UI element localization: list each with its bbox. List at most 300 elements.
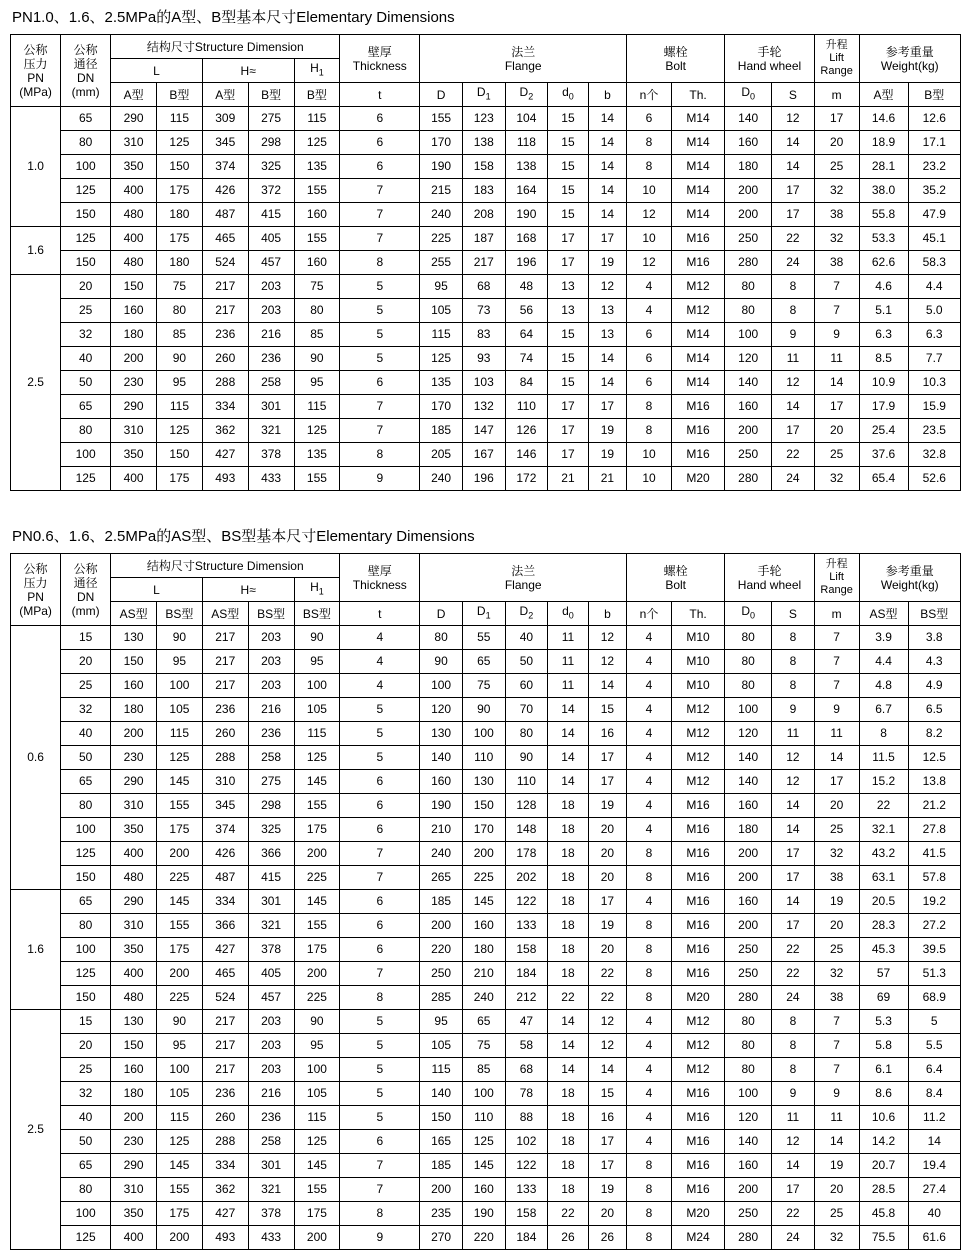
cell-bolt-thread: M16: [671, 1082, 724, 1106]
cell-weight-A: 57: [859, 962, 908, 986]
cell-thickness: 7: [340, 1154, 420, 1178]
cell-H-B: 216: [248, 1082, 294, 1106]
cell-L-A: 480: [111, 986, 157, 1010]
cell-flange-D2: 74: [505, 347, 548, 371]
cell-flange-d0: 18: [548, 1082, 589, 1106]
cell-flange-d0: 13: [548, 275, 589, 299]
cell-L-A: 290: [111, 770, 157, 794]
cell-flange-D1: 170: [462, 818, 505, 842]
header-dn: 公称 通径 DN (mm): [61, 554, 111, 626]
cell-weight-B: 40: [908, 1202, 960, 1226]
cell-flange-D: 200: [420, 914, 463, 938]
cell-H-B: 325: [248, 155, 294, 179]
cell-dn: 100: [61, 938, 111, 962]
cell-lift: 38: [814, 986, 859, 1010]
cell-bolt-thread: M16: [671, 1178, 724, 1202]
cell-flange-D1: 160: [462, 1178, 505, 1202]
cell-L-A: 350: [111, 155, 157, 179]
cell-bolt-n: 4: [627, 1010, 672, 1034]
cell-weight-B: 68.9: [908, 986, 960, 1010]
cell-bolt-n: 8: [627, 1202, 672, 1226]
table-row: [11, 179, 961, 203]
cell-flange-d0: 18: [548, 1154, 589, 1178]
cell-flange-D1: 100: [462, 722, 505, 746]
cell-flange-d0: 15: [548, 371, 589, 395]
cell-bolt-n: 8: [627, 131, 672, 155]
cell-L-A: 150: [111, 650, 157, 674]
cell-weight-B: 41.5: [908, 842, 960, 866]
cell-H-A: 288: [202, 1130, 248, 1154]
cell-thickness: 5: [340, 1034, 420, 1058]
header-H-typeA: A型: [202, 83, 248, 107]
header-flange: 法兰 Flange: [420, 554, 627, 602]
cell-flange-d0: 18: [548, 938, 589, 962]
cell-H-A: 217: [202, 299, 248, 323]
header-row-1: [11, 35, 961, 59]
cell-weight-A: 5.8: [859, 1034, 908, 1058]
header-bolt-thread: Th.: [671, 602, 724, 626]
cell-H-B: 258: [248, 1130, 294, 1154]
cell-flange-D: 95: [420, 1010, 463, 1034]
cell-handwheel-S: 9: [772, 698, 815, 722]
header-weight: 参考重量 Weight(kg): [859, 554, 960, 602]
cell-H-A: 374: [202, 818, 248, 842]
cell-thickness: 6: [340, 914, 420, 938]
cell-thickness: 5: [340, 275, 420, 299]
cell-flange-d0: 11: [548, 626, 589, 650]
cell-bolt-thread: M16: [671, 227, 724, 251]
cell-L-A: 400: [111, 1226, 157, 1250]
cell-flange-b: 14: [588, 371, 626, 395]
cell-flange-D1: 147: [462, 419, 505, 443]
cell-weight-A: 6.3: [859, 323, 908, 347]
cell-dn: 40: [61, 1106, 111, 1130]
cell-thickness: 7: [340, 419, 420, 443]
cell-handwheel-S: 8: [772, 299, 815, 323]
cell-bolt-n: 12: [627, 203, 672, 227]
cell-flange-b: 14: [588, 107, 626, 131]
cell-handwheel-S: 22: [772, 938, 815, 962]
cell-bolt-thread: M12: [671, 722, 724, 746]
cell-L-A: 150: [111, 275, 157, 299]
header-H-typeBS: BS型: [248, 602, 294, 626]
cell-flange-D: 240: [420, 203, 463, 227]
cell-L-A: 290: [111, 107, 157, 131]
cell-flange-D: 250: [420, 962, 463, 986]
table-row: [11, 698, 961, 722]
cell-H-A: 362: [202, 419, 248, 443]
cell-H1-B: 155: [294, 794, 340, 818]
header-handwheel-S: S: [772, 83, 815, 107]
cell-weight-B: 8.2: [908, 722, 960, 746]
cell-dn: 65: [61, 1154, 111, 1178]
cell-handwheel-D0: 80: [725, 299, 772, 323]
cell-weight-A: 38.0: [859, 179, 908, 203]
cell-H-A: 374: [202, 155, 248, 179]
cell-handwheel-D0: 100: [725, 323, 772, 347]
table-row: [11, 251, 961, 275]
header-H-typeAS: AS型: [202, 602, 248, 626]
cell-handwheel-D0: 120: [725, 722, 772, 746]
cell-weight-A: 8.5: [859, 347, 908, 371]
cell-flange-D2: 168: [505, 227, 548, 251]
cell-flange-D: 95: [420, 275, 463, 299]
cell-H1-B: 145: [294, 890, 340, 914]
cell-handwheel-S: 22: [772, 443, 815, 467]
cell-H1-B: 145: [294, 1154, 340, 1178]
cell-flange-D2: 47: [505, 1010, 548, 1034]
cell-thickness: 9: [340, 1226, 420, 1250]
cell-flange-D2: 158: [505, 938, 548, 962]
cell-weight-A: 20.5: [859, 890, 908, 914]
cell-L-A: 160: [111, 674, 157, 698]
header-bolt-thread: Th.: [671, 83, 724, 107]
cell-lift: 20: [814, 794, 859, 818]
cell-flange-b: 17: [588, 395, 626, 419]
cell-handwheel-S: 12: [772, 107, 815, 131]
cell-H-A: 493: [202, 1226, 248, 1250]
cell-L-B: 175: [157, 938, 203, 962]
cell-flange-b: 20: [588, 866, 626, 890]
cell-flange-b: 12: [588, 275, 626, 299]
cell-flange-D2: 184: [505, 1226, 548, 1250]
cell-dn: 15: [61, 1010, 111, 1034]
cell-flange-d0: 15: [548, 203, 589, 227]
cell-H-A: 309: [202, 107, 248, 131]
cell-flange-d0: 17: [548, 443, 589, 467]
cell-flange-d0: 11: [548, 674, 589, 698]
cell-H-B: 203: [248, 1058, 294, 1082]
cell-H-A: 288: [202, 371, 248, 395]
cell-L-A: 160: [111, 299, 157, 323]
cell-dn: 100: [61, 155, 111, 179]
cell-handwheel-D0: 140: [725, 1130, 772, 1154]
cell-handwheel-S: 17: [772, 203, 815, 227]
cell-flange-D2: 70: [505, 698, 548, 722]
cell-L-A: 400: [111, 467, 157, 491]
cell-flange-d0: 15: [548, 347, 589, 371]
cell-flange-D2: 84: [505, 371, 548, 395]
cell-L-A: 310: [111, 131, 157, 155]
cell-lift: 32: [814, 962, 859, 986]
cell-flange-D: 115: [420, 1058, 463, 1082]
cell-weight-A: 15.2: [859, 770, 908, 794]
table-row: [11, 1010, 961, 1034]
cell-H1-B: 135: [294, 155, 340, 179]
header-H1: $H_1$: [294, 578, 340, 602]
table-row: [11, 203, 961, 227]
cell-H-B: 216: [248, 698, 294, 722]
cell-flange-D2: 202: [505, 866, 548, 890]
cell-thickness: 9: [340, 467, 420, 491]
cell-L-B: 155: [157, 1178, 203, 1202]
cell-H-B: 372: [248, 179, 294, 203]
cell-dn: 100: [61, 1202, 111, 1226]
cell-flange-d0: 18: [548, 818, 589, 842]
cell-H1-B: 115: [294, 107, 340, 131]
cell-L-A: 290: [111, 1154, 157, 1178]
cell-bolt-n: 8: [627, 938, 672, 962]
cell-bolt-thread: M16: [671, 842, 724, 866]
cell-bolt-thread: M16: [671, 866, 724, 890]
cell-L-B: 85: [157, 323, 203, 347]
cell-flange-d0: 14: [548, 770, 589, 794]
cell-dn: 65: [61, 395, 111, 419]
cell-bolt-n: 4: [627, 746, 672, 770]
cell-H-A: 217: [202, 650, 248, 674]
table-row: [11, 914, 961, 938]
cell-flange-D1: 90: [462, 698, 505, 722]
cell-lift: 9: [814, 1082, 859, 1106]
table-row: [11, 467, 961, 491]
cell-weight-B: 13.8: [908, 770, 960, 794]
cell-thickness: 4: [340, 674, 420, 698]
cell-bolt-n: 4: [627, 626, 672, 650]
cell-flange-D2: 158: [505, 1202, 548, 1226]
cell-flange-D1: 55: [462, 626, 505, 650]
cell-bolt-n: 8: [627, 866, 672, 890]
cell-dn: 50: [61, 746, 111, 770]
cell-lift: 7: [814, 275, 859, 299]
cell-dn: 20: [61, 650, 111, 674]
cell-flange-D: 170: [420, 131, 463, 155]
cell-L-A: 400: [111, 179, 157, 203]
cell-flange-D: 105: [420, 299, 463, 323]
cell-bolt-n: 6: [627, 107, 672, 131]
cell-thickness: 6: [340, 794, 420, 818]
cell-H-A: 524: [202, 986, 248, 1010]
cell-flange-D1: 220: [462, 1226, 505, 1250]
cell-flange-D1: 158: [462, 155, 505, 179]
header-L: L: [111, 59, 203, 83]
cell-flange-D: 285: [420, 986, 463, 1010]
cell-flange-D: 150: [420, 1106, 463, 1130]
cell-flange-b: 17: [588, 746, 626, 770]
cell-L-B: 175: [157, 818, 203, 842]
cell-weight-A: 8.6: [859, 1082, 908, 1106]
cell-H-A: 260: [202, 347, 248, 371]
cell-bolt-n: 6: [627, 323, 672, 347]
cell-bolt-thread: M12: [671, 746, 724, 770]
cell-weight-B: 5.0: [908, 299, 960, 323]
cell-dn: 80: [61, 419, 111, 443]
header-flange-D: D: [420, 83, 463, 107]
table-row: [11, 770, 961, 794]
cell-weight-B: 23.5: [908, 419, 960, 443]
cell-H-B: 216: [248, 323, 294, 347]
cell-L-A: 150: [111, 1034, 157, 1058]
cell-lift: 20: [814, 914, 859, 938]
cell-handwheel-D0: 200: [725, 866, 772, 890]
cell-L-B: 95: [157, 1034, 203, 1058]
cell-flange-D: 90: [420, 650, 463, 674]
cell-bolt-thread: M20: [671, 467, 724, 491]
cell-handwheel-D0: 80: [725, 650, 772, 674]
cell-thickness: 7: [340, 842, 420, 866]
cell-H1-B: 90: [294, 626, 340, 650]
cell-handwheel-S: 8: [772, 626, 815, 650]
cell-lift: 25: [814, 818, 859, 842]
header-pn: 公称 压力 PN (MPa): [11, 554, 61, 626]
cell-H-A: 524: [202, 251, 248, 275]
cell-thickness: 7: [340, 962, 420, 986]
cell-bolt-n: 4: [627, 299, 672, 323]
cell-weight-B: 4.3: [908, 650, 960, 674]
cell-thickness: 5: [340, 1058, 420, 1082]
table-row: [11, 131, 961, 155]
cell-flange-d0: 22: [548, 986, 589, 1010]
header-weight-typeB: B型: [908, 83, 960, 107]
header-bolt: 螺栓 Bolt: [627, 554, 725, 602]
cell-pn: 1.6: [11, 227, 61, 275]
table-row: [11, 818, 961, 842]
header-flange-D: D: [420, 602, 463, 626]
table-2-header: [11, 554, 961, 626]
cell-handwheel-D0: 250: [725, 1202, 772, 1226]
cell-H-A: 217: [202, 1058, 248, 1082]
cell-H-B: 203: [248, 1010, 294, 1034]
cell-weight-B: 57.8: [908, 866, 960, 890]
cell-pn: 2.5: [11, 1010, 61, 1250]
cell-handwheel-S: 22: [772, 1202, 815, 1226]
cell-dn: 100: [61, 818, 111, 842]
cell-bolt-n: 4: [627, 794, 672, 818]
cell-bolt-n: 4: [627, 674, 672, 698]
cell-H-A: 487: [202, 866, 248, 890]
cell-L-B: 180: [157, 203, 203, 227]
cell-H-B: 321: [248, 914, 294, 938]
cell-lift: 17: [814, 770, 859, 794]
cell-lift: 14: [814, 371, 859, 395]
cell-lift: 20: [814, 1178, 859, 1202]
cell-H1-B: 155: [294, 179, 340, 203]
cell-flange-D2: 128: [505, 794, 548, 818]
table-row: [11, 1058, 961, 1082]
cell-H-B: 203: [248, 650, 294, 674]
cell-flange-b: 14: [588, 155, 626, 179]
cell-weight-A: 4.6: [859, 275, 908, 299]
cell-L-A: 310: [111, 914, 157, 938]
cell-flange-b: 20: [588, 938, 626, 962]
cell-thickness: 7: [340, 227, 420, 251]
cell-L-B: 90: [157, 1010, 203, 1034]
cell-L-A: 350: [111, 443, 157, 467]
cell-flange-D1: 187: [462, 227, 505, 251]
cell-H-B: 275: [248, 107, 294, 131]
cell-bolt-thread: M14: [671, 179, 724, 203]
cell-handwheel-S: 17: [772, 914, 815, 938]
cell-handwheel-D0: 280: [725, 986, 772, 1010]
cell-flange-D1: 83: [462, 323, 505, 347]
table-gap: [10, 491, 961, 525]
cell-thickness: 6: [340, 131, 420, 155]
cell-H-A: 217: [202, 1010, 248, 1034]
cell-L-A: 160: [111, 1058, 157, 1082]
cell-L-A: 400: [111, 227, 157, 251]
cell-dn: 20: [61, 275, 111, 299]
cell-H1-B: 125: [294, 419, 340, 443]
cell-weight-B: 6.4: [908, 1058, 960, 1082]
cell-pn: 0.6: [11, 626, 61, 890]
cell-handwheel-D0: 200: [725, 203, 772, 227]
cell-flange-D: 80: [420, 626, 463, 650]
cell-flange-D1: 217: [462, 251, 505, 275]
cell-weight-B: 23.2: [908, 155, 960, 179]
cell-flange-D: 240: [420, 467, 463, 491]
cell-H-A: 217: [202, 1034, 248, 1058]
cell-flange-d0: 17: [548, 419, 589, 443]
cell-weight-A: 43.2: [859, 842, 908, 866]
table-row: [11, 275, 961, 299]
cell-handwheel-D0: 80: [725, 275, 772, 299]
cell-flange-b: 14: [588, 674, 626, 698]
header-flange-b: b: [588, 83, 626, 107]
cell-flange-b: 19: [588, 443, 626, 467]
cell-H-B: 405: [248, 227, 294, 251]
cell-L-A: 180: [111, 323, 157, 347]
cell-L-A: 200: [111, 347, 157, 371]
cell-flange-d0: 14: [548, 722, 589, 746]
header-flange-D2: $D_2$: [505, 83, 548, 107]
cell-H1-B: 225: [294, 866, 340, 890]
cell-flange-d0: 17: [548, 227, 589, 251]
table-row: [11, 866, 961, 890]
header-L-typeAS: AS型: [111, 602, 157, 626]
cell-flange-D2: 88: [505, 1106, 548, 1130]
cell-bolt-thread: M14: [671, 371, 724, 395]
cell-flange-D: 140: [420, 746, 463, 770]
cell-flange-D2: 164: [505, 179, 548, 203]
cell-weight-A: 4.4: [859, 650, 908, 674]
cell-flange-D: 240: [420, 842, 463, 866]
cell-H1-B: 175: [294, 1202, 340, 1226]
cell-flange-D2: 80: [505, 722, 548, 746]
cell-dn: 50: [61, 1130, 111, 1154]
cell-H-B: 433: [248, 467, 294, 491]
header-weight-typeBS: BS型: [908, 602, 960, 626]
cell-flange-b: 14: [588, 179, 626, 203]
cell-L-B: 125: [157, 1130, 203, 1154]
cell-handwheel-D0: 160: [725, 794, 772, 818]
dimensions-table-a-b: [10, 34, 961, 491]
cell-flange-D: 190: [420, 155, 463, 179]
cell-handwheel-D0: 100: [725, 698, 772, 722]
cell-bolt-n: 10: [627, 467, 672, 491]
cell-L-B: 125: [157, 746, 203, 770]
cell-H-B: 378: [248, 443, 294, 467]
table-row: [11, 1106, 961, 1130]
cell-dn: 65: [61, 770, 111, 794]
table-row: [11, 1034, 961, 1058]
cell-pn: 2.5: [11, 275, 61, 491]
cell-bolt-n: 10: [627, 179, 672, 203]
cell-flange-D2: 122: [505, 1154, 548, 1178]
cell-flange-D1: 130: [462, 770, 505, 794]
cell-weight-A: 6.1: [859, 1058, 908, 1082]
cell-H-B: 275: [248, 770, 294, 794]
cell-flange-d0: 13: [548, 299, 589, 323]
cell-handwheel-D0: 200: [725, 842, 772, 866]
cell-lift: 11: [814, 1106, 859, 1130]
table-row: [11, 746, 961, 770]
cell-flange-D1: 145: [462, 1154, 505, 1178]
cell-bolt-thread: M10: [671, 674, 724, 698]
cell-thickness: 7: [340, 179, 420, 203]
cell-bolt-thread: M12: [671, 275, 724, 299]
table-row: [11, 395, 961, 419]
header-thickness-symbol: t: [340, 602, 420, 626]
cell-flange-D: 105: [420, 1034, 463, 1058]
